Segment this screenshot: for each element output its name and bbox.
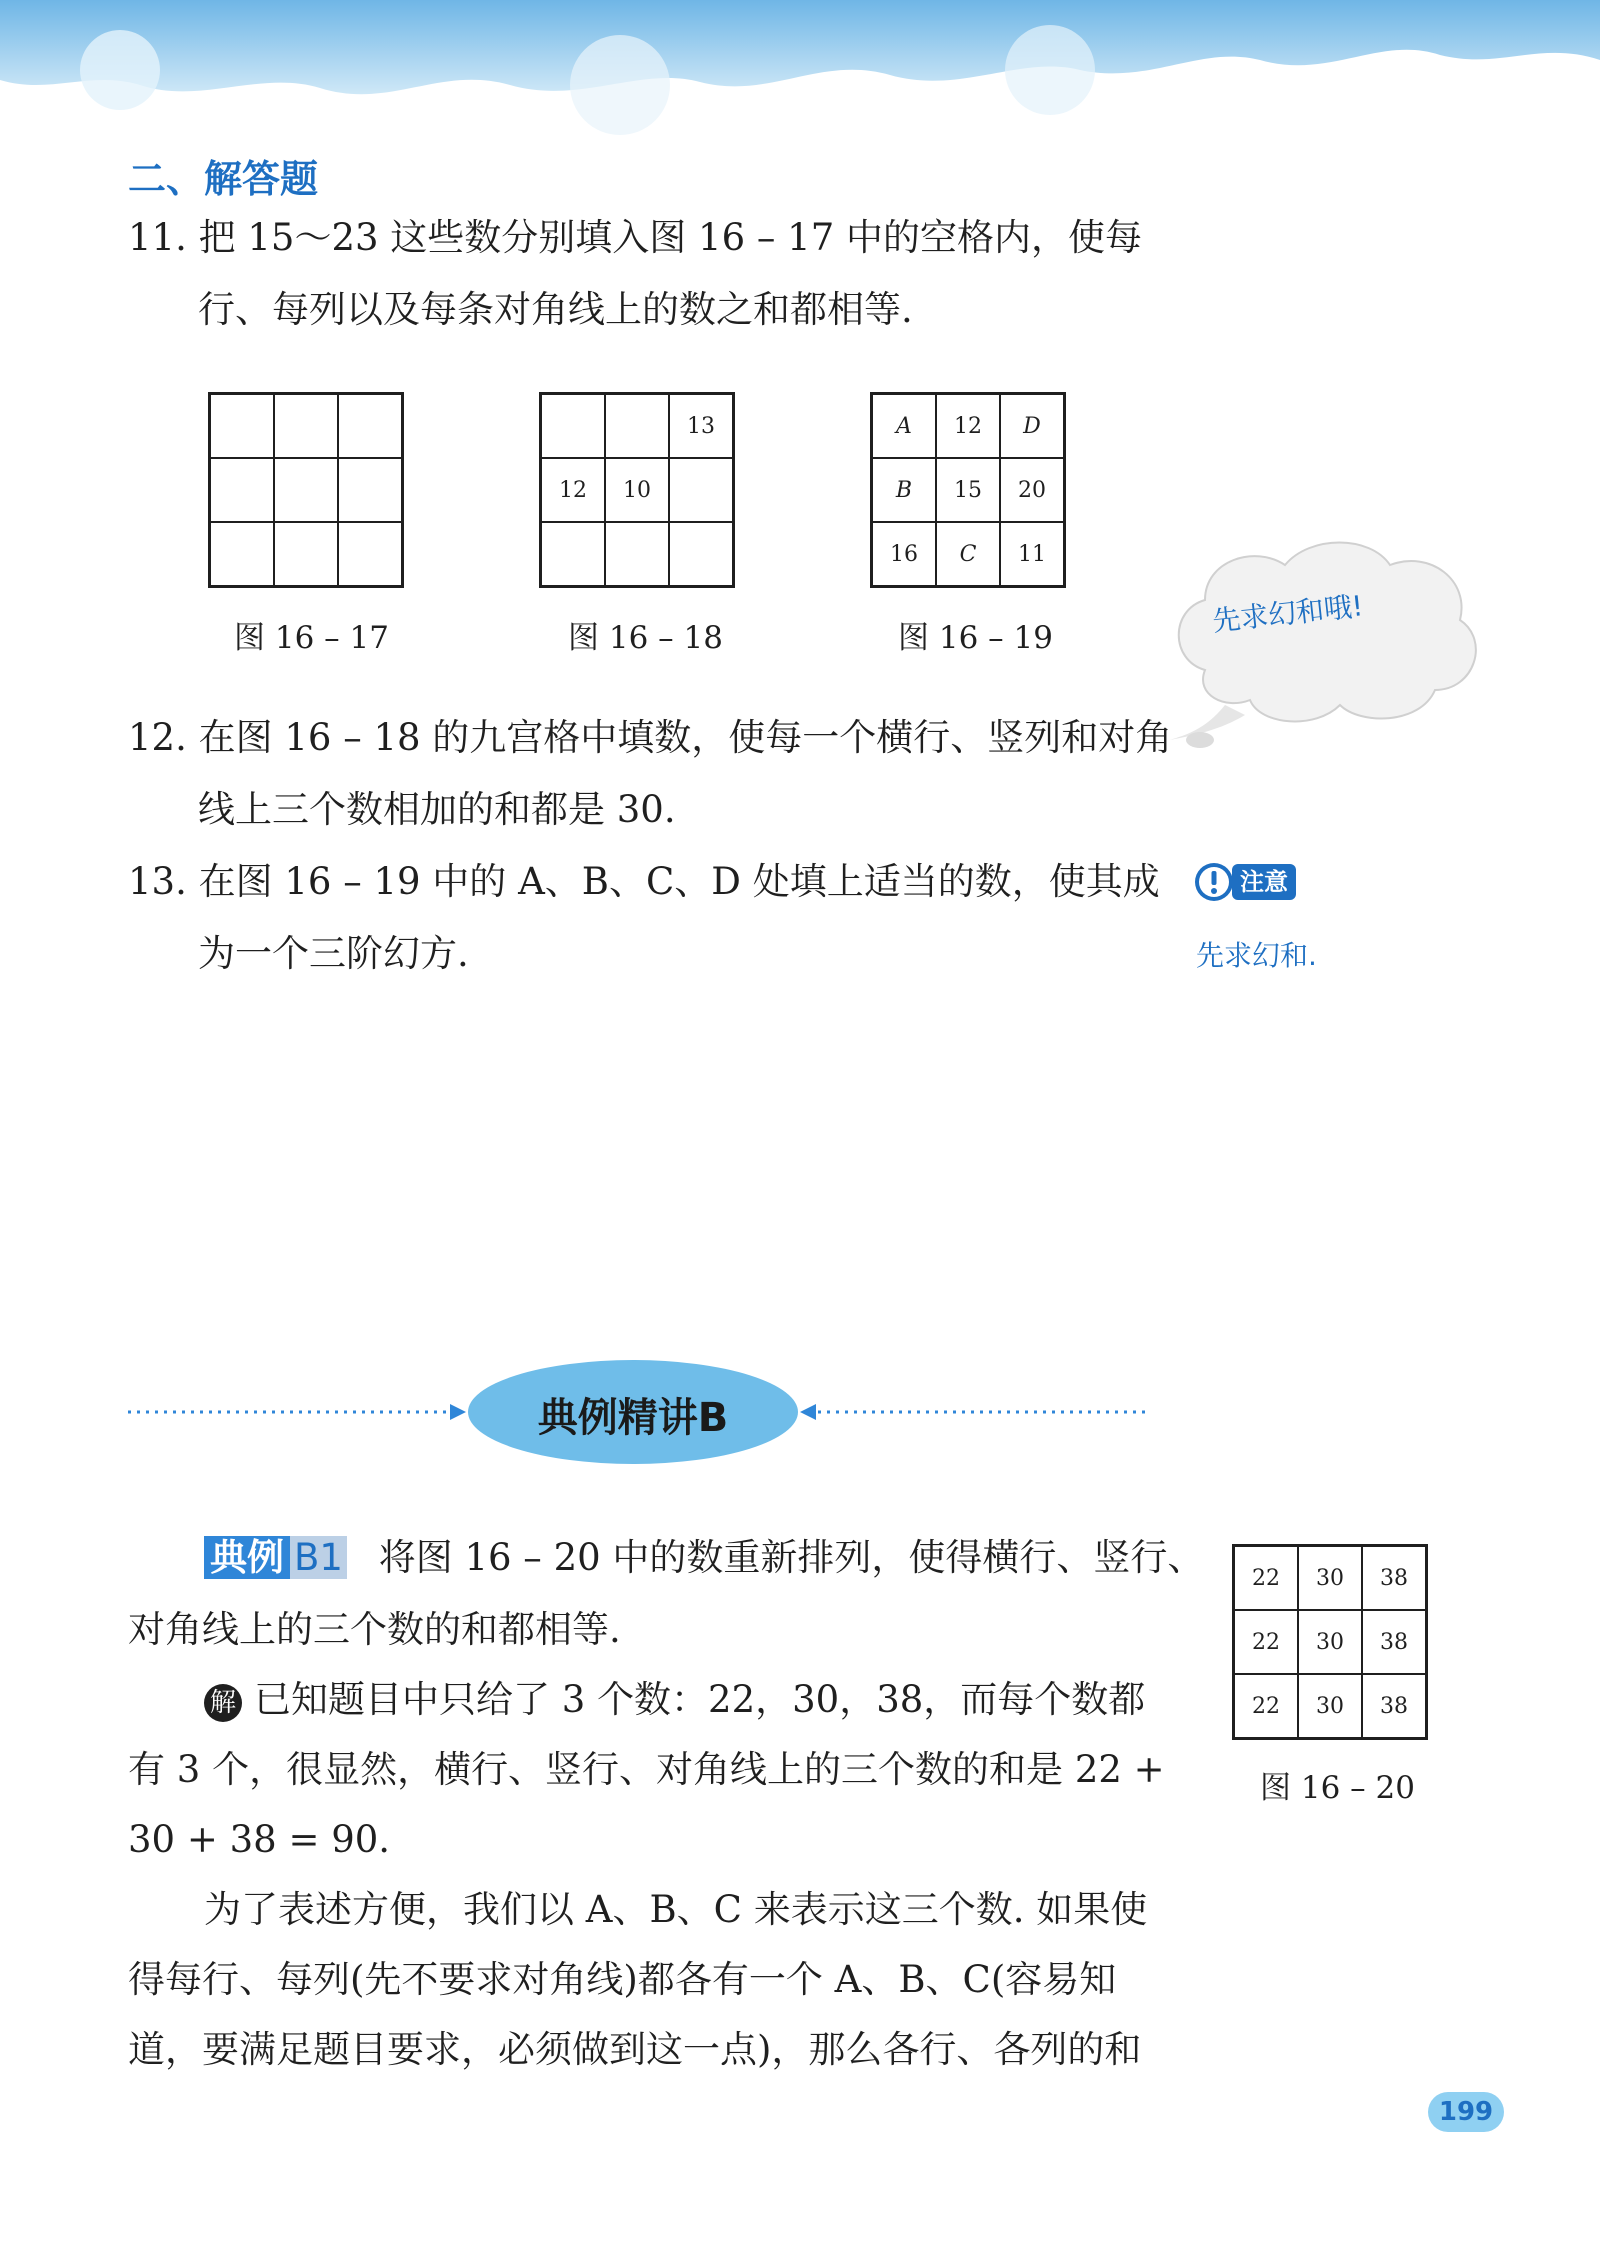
grid-cell <box>274 458 338 522</box>
question-11-line1: 11. 把 15～23 这些数分别填入图 16 – 17 中的空格内，使每 <box>128 216 1142 259</box>
grid-cell: A <box>872 394 937 459</box>
figure-16-18-caption: 图 16 – 18 <box>568 620 723 656</box>
example-line2: 对角线上的三个数的和都相等. <box>128 1608 621 1651</box>
question-13-line1: 13. 在图 16 – 19 中的 A、B、C、D 处填上适当的数，使其成 <box>128 860 1160 903</box>
grid-cell <box>210 458 275 522</box>
grid-cell <box>605 522 669 587</box>
grid-cell: 38 <box>1362 1546 1427 1611</box>
grid-cell <box>274 522 338 587</box>
solution-badge: 解 <box>204 1684 242 1722</box>
grid-cell <box>210 394 275 459</box>
note-badge-label: 注意 <box>1232 864 1296 900</box>
grid-cell: 30 <box>1298 1546 1362 1611</box>
solution-line2: 有 3 个，很显然，横行、竖行、对角线上的三个数的和是 22 + <box>128 1748 1165 1791</box>
sky-cloud-banner <box>0 0 1600 150</box>
grid-cell: 22 <box>1234 1546 1299 1611</box>
solution-line1 <box>204 1680 1145 1722</box>
question-12-line2: 线上三个数相加的和都是 30. <box>198 788 676 831</box>
solution-text-line1: 已知题目中只给了 3 个数：22，30，38，而每个数都 <box>254 1678 1146 1721</box>
question-11-line2: 行、每列以及每条对角线上的数之和都相等. <box>198 288 913 331</box>
grid-cell: 22 <box>1234 1610 1299 1674</box>
grid-cell: 38 <box>1362 1674 1427 1739</box>
exclamation-icon <box>1192 860 1236 904</box>
note-badge <box>1192 862 1316 902</box>
grid-cell <box>338 394 403 459</box>
example-line1 <box>204 1538 1204 1578</box>
grid-cell <box>605 394 669 459</box>
grid-cell: 30 <box>1298 1674 1362 1739</box>
grid-cell <box>541 394 606 459</box>
example-text-line1: 将图 16 – 20 中的数重新排列，使得横行、竖行、 <box>378 1536 1205 1579</box>
grid-cell: 16 <box>872 522 937 587</box>
section-title: 二、解答题 <box>128 157 319 201</box>
solution-para2-line3: 道，要满足题目要求，必须做到这一点)，那么各行、各列的和 <box>128 2028 1142 2071</box>
grid-cell <box>274 394 338 459</box>
grid-cell: 22 <box>1234 1674 1299 1739</box>
grid-cell <box>541 522 606 587</box>
solution-para2-line2: 得每行、每列(先不要求对角线)都各有一个 A、B、C(容易知 <box>128 1958 1117 2001</box>
grid-cell: C <box>936 522 1000 587</box>
grid-cell: 15 <box>936 458 1000 522</box>
page-number: 199 <box>1438 2097 1494 2127</box>
grid-cell: D <box>1000 394 1065 459</box>
grid-cell: 12 <box>541 458 606 522</box>
figure-16-19-caption: 图 16 – 19 <box>898 620 1053 656</box>
grid-cell <box>669 522 734 587</box>
note-text: 先求幻和. <box>1196 939 1317 972</box>
grid-cell: 13 <box>669 394 734 459</box>
thought-bubble-icon <box>1165 530 1495 760</box>
question-13-line2: 为一个三阶幻方. <box>198 932 469 975</box>
grid-cell <box>210 522 275 587</box>
example-number-tag: B1 <box>290 1536 347 1579</box>
grid-cell: 10 <box>605 458 669 522</box>
grid-cell: 12 <box>936 394 1000 459</box>
figure-16-20-caption: 图 16 – 20 <box>1260 1770 1415 1806</box>
grid-cell: 30 <box>1298 1610 1362 1674</box>
grid-cell: B <box>872 458 937 522</box>
figure-16-20-grid <box>1232 1544 1428 1740</box>
question-12-line1: 12. 在图 16 – 18 的九宫格中填数，使每一个横行、竖列和对角 <box>128 716 1173 759</box>
page-number-pill <box>1428 2092 1504 2132</box>
grid-cell <box>338 522 403 587</box>
figure-16-19-grid <box>870 392 1066 588</box>
example-tag: 典例 <box>204 1536 290 1579</box>
figure-16-17-caption: 图 16 – 17 <box>234 620 389 656</box>
solution-line3: 30 + 38 = 90. <box>128 1818 391 1861</box>
bubble-text: 先求幻和哦! <box>1210 589 1365 638</box>
grid-cell: 11 <box>1000 522 1065 587</box>
grid-cell: 20 <box>1000 458 1065 522</box>
grid-cell: 38 <box>1362 1610 1427 1674</box>
grid-cell <box>669 458 734 522</box>
solution-para2-line1: 为了表述方便，我们以 A、B、C 来表示这三个数. 如果使 <box>204 1888 1148 1931</box>
example-header-title: 典例精讲B <box>537 1395 729 1441</box>
figure-16-18-grid <box>539 392 735 588</box>
figure-16-17-grid <box>208 392 404 588</box>
grid-cell <box>338 458 403 522</box>
